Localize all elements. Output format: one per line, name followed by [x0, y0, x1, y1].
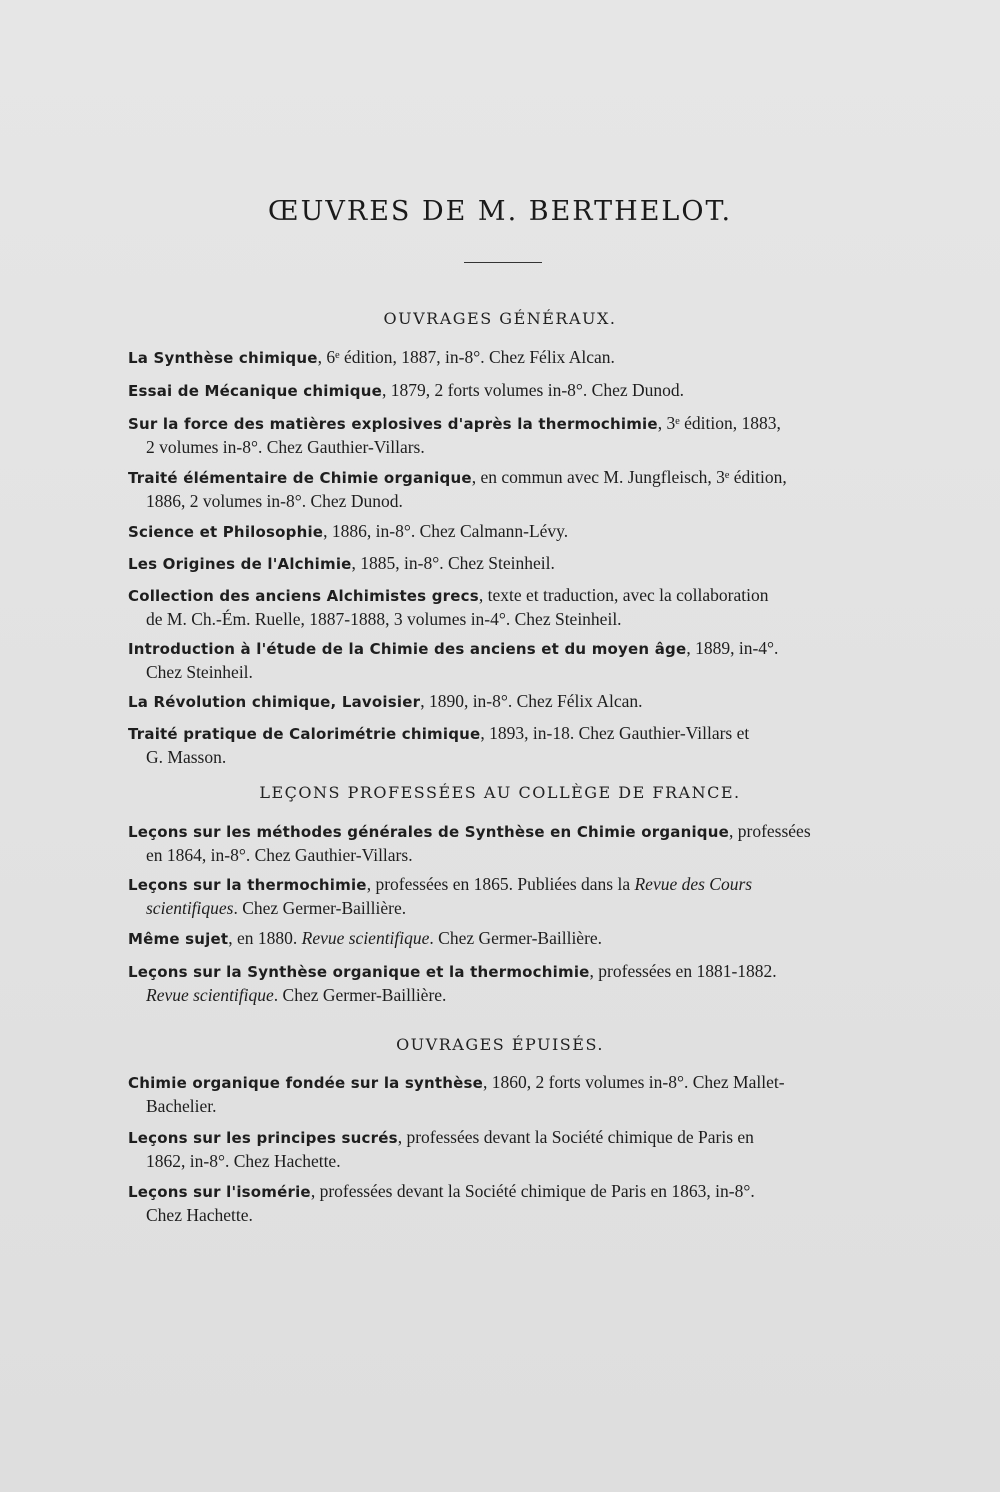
entry-continuation: Chez Steinheil. — [146, 662, 253, 682]
entry-details: . Chez Germer-Baillière. — [273, 985, 447, 1005]
entry-origines-alchimie — [128, 552, 870, 576]
entry-work-title: Essai de Mécanique chimique — [128, 382, 382, 400]
entry-work-title: Leçons sur les méthodes générales de Synthèse en Chimie organique — [128, 823, 729, 841]
entry-journal-title: Revue scientifique — [301, 928, 430, 948]
entry-continuation: Chez Hachette. — [146, 1205, 253, 1225]
entry-synthese-chimique — [128, 346, 870, 370]
entry-continuation: en 1864, in-8°. Chez Gauthier-Villars. — [146, 845, 413, 865]
entry-matieres-explosives — [128, 412, 870, 459]
entry-work-title: Collection des anciens Alchimistes grecs — [128, 587, 479, 605]
entry-details: , 3ᵉ édition, 1883, — [657, 413, 781, 433]
entry-calorimetrie — [128, 722, 870, 769]
entry-synthese-organique — [128, 960, 870, 1007]
entry-journal-title: Revue des Cours — [634, 874, 753, 894]
entry-details: , en commun avec M. Jungfleisch, 3ᵉ édition, — [471, 467, 787, 487]
entry-continuation: 2 volumes in-8°. Chez Gauthier-Villars. — [146, 437, 425, 457]
entry-continuation: 1862, in-8°. Chez Hachette. — [146, 1151, 341, 1171]
entry-work-title: Chimie organique fondée sur la synthèse — [128, 1074, 484, 1092]
entry-work-title: Leçons sur la thermochimie — [128, 876, 367, 894]
entry-alchimistes-grecs — [128, 584, 870, 631]
entry-work-title: Les Origines de l'Alchimie — [128, 555, 352, 573]
entry-work-title: Introduction à l'étude de la Chimie des anciens et du moyen âge — [128, 640, 687, 658]
entry-continuation: 1886, 2 volumes in-8°. Chez Dunod. — [146, 491, 403, 511]
entry-details: , professées devant la Société chimique de Paris en — [397, 1127, 754, 1147]
entry-work-title: La Synthèse chimique — [128, 349, 318, 367]
entry-details: , 1890, in-8°. Chez Félix Alcan. — [420, 691, 643, 711]
entry-continuation — [128, 897, 870, 920]
title-rule — [464, 262, 542, 263]
entry-methodes-synthese — [128, 820, 870, 867]
entry-details: , 1893, in-18. Chez Gauthier-Villars et — [480, 723, 750, 743]
entry-science-philosophie — [128, 520, 870, 544]
entry-work-title: Sur la force des matières explosives d'après la thermochimie — [128, 415, 658, 433]
entry-continuation — [128, 984, 870, 1007]
entry-details: . Chez Germer-Baillière. — [233, 898, 407, 918]
entry-journal-title: Revue scientifique — [146, 985, 274, 1005]
entry-meme-sujet — [128, 927, 870, 951]
entry-details: , 6ᵉ édition, 1887, in-8°. Chez Félix Alcan. — [317, 347, 615, 367]
entry-work-title: Traité pratique de Calorimétrie chimique — [128, 725, 481, 743]
entry-work-title: Leçons sur la Synthèse organique et la thermochimie — [128, 963, 590, 981]
section-heading-epuises: OUVRAGES ÉPUISÉS. — [396, 1035, 604, 1054]
entry-details: , professées en 1881-1882. — [589, 961, 777, 981]
entry-journal-title: scientifiques — [146, 898, 234, 918]
entry-details: , professées devant la Société chimique de Paris en 1863, in-8°. — [310, 1181, 755, 1201]
entry-continuation: G. Masson. — [146, 747, 227, 767]
entry-lecons-thermochimie — [128, 873, 870, 920]
entry-work-title: Science et Philosophie — [128, 523, 324, 541]
entry-continuation: Bachelier. — [146, 1096, 217, 1116]
entry-work-title: Leçons sur les principes sucrés — [128, 1129, 398, 1147]
entry-details-tail: . Chez Germer-Baillière. — [429, 928, 603, 948]
section-heading-lecons: LEÇONS PROFESSÉES AU COLLÈGE DE FRANCE. — [259, 783, 741, 802]
entry-details: , 1885, in-8°. Chez Steinheil. — [351, 553, 555, 573]
entry-chimie-organique-synthese — [128, 1071, 870, 1118]
entry-details: , professées — [729, 821, 811, 841]
entry-work-title: Leçons sur l'isomérie — [128, 1183, 311, 1201]
entry-details: , 1886, in-8°. Chez Calmann-Lévy. — [323, 521, 569, 541]
section-heading-general: OUVRAGES GÉNÉRAUX. — [383, 309, 617, 328]
entry-continuation: de M. Ch.-Ém. Ruelle, 1887-1888, 3 volumes in-4°. Chez Steinheil. — [146, 609, 622, 629]
entry-work-title: Traité élémentaire de Chimie organique — [128, 469, 472, 487]
page-title: ŒUVRES DE M. BERTHELOT. — [267, 196, 733, 227]
entry-details: , texte et traduction, avec la collaboration — [478, 585, 769, 605]
entry-details: , professées en 1865. Publiées dans la — [366, 874, 635, 894]
entry-work-title: Même sujet — [128, 930, 229, 948]
entry-details: , en 1880. — [228, 928, 302, 948]
entry-mecanique-chimique — [128, 379, 870, 403]
entry-details: , 1879, 2 forts volumes in-8°. Chez Dunod. — [381, 380, 684, 400]
entry-revolution-chimique — [128, 690, 870, 714]
entry-chimie-organique — [128, 466, 870, 513]
entry-work-title: La Révolution chimique, Lavoisier — [128, 693, 421, 711]
entry-details: , 1889, in-4°. — [686, 638, 779, 658]
entry-isomerie — [128, 1180, 870, 1227]
entry-details: , 1860, 2 forts volumes in-8°. Chez Mallet- — [483, 1072, 785, 1092]
entry-chimie-anciens — [128, 637, 870, 684]
entry-principes-sucres — [128, 1126, 870, 1173]
